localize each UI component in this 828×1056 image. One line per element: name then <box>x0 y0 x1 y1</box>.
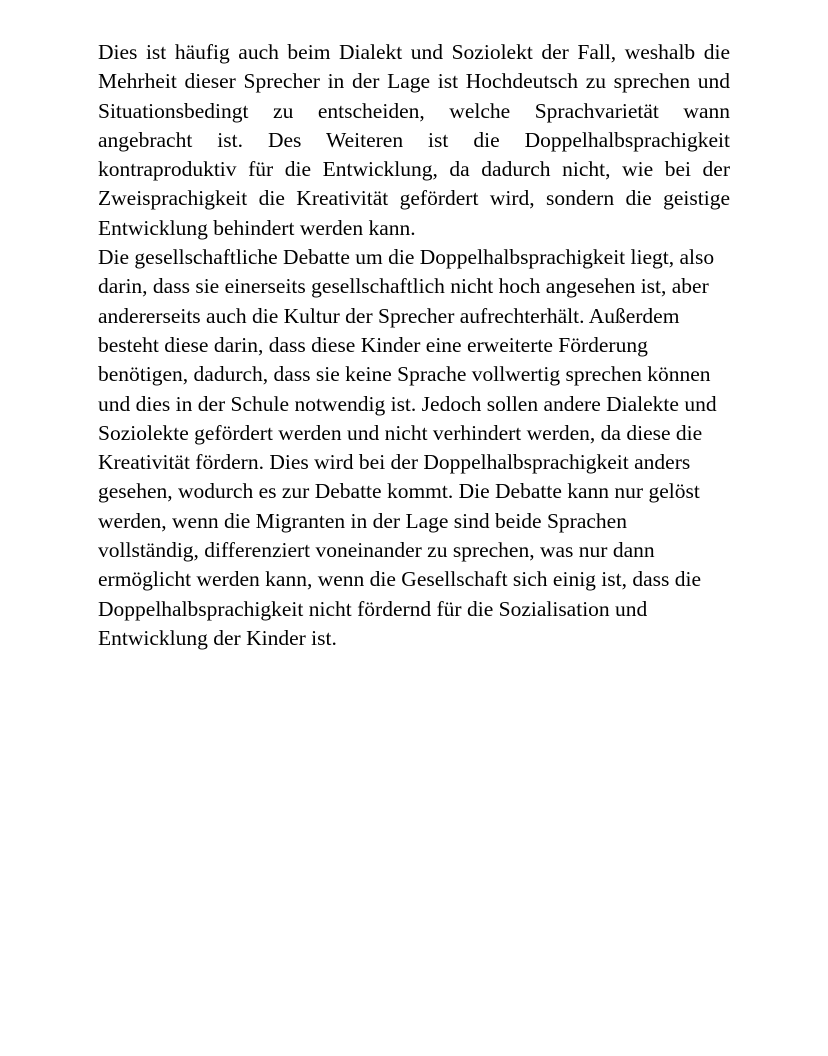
paragraph-dialect-sociolect: Dies ist häufig auch beim Dialekt und Soziolekt der Fall, weshalb die Mehrheit dieser Sprecher in der Lage ist Hochdeutsch zu sprechen und Situationsbedingt zu entscheiden, welche Sprachvarietät wann angebracht ist. Des Weiteren ist die Doppelhalbsprachigkeit kontraproduktiv für die Entwicklung, da dadurch nicht, wie bei der Zweisprachigkeit die Kreativität gefördert wird, sondern die geistige Entwicklung behindert werden kann. <box>98 40 730 240</box>
document-page <box>98 38 730 653</box>
paragraph-social-debate: Die gesellschaftliche Debatte um die Doppelhalbsprachigkeit liegt, also darin, dass sie einerseits gesellschaftlich nicht hoch angesehen ist, aber andererseits auch die Kultur der Sprecher aufrechterhält. Außerdem besteht diese darin, dass diese Kinder eine erweiterte Förderung benötigen, dadurch, dass sie keine Sprache vollwertig sprechen können und dies in der Schule notwendig ist. Jedoch sollen andere Dialekte und Soziolekte gefördert werden und nicht verhindert werden, da diese die Kreativität fördern. Dies wird bei der Doppelhalbsprachigkeit anders gesehen, wodurch es zur Debatte kommt. Die Debatte kann nur gelöst werden, wenn die Migranten in der Lage sind beide Sprachen vollständig, differenziert voneinander zu sprechen, was nur dann ermöglicht werden kann, wenn die Gesellschaft sich einig ist, dass die Doppelhalbsprachigkeit nicht fördernd für die Sozialisation und Entwicklung der Kinder ist. <box>98 245 717 650</box>
